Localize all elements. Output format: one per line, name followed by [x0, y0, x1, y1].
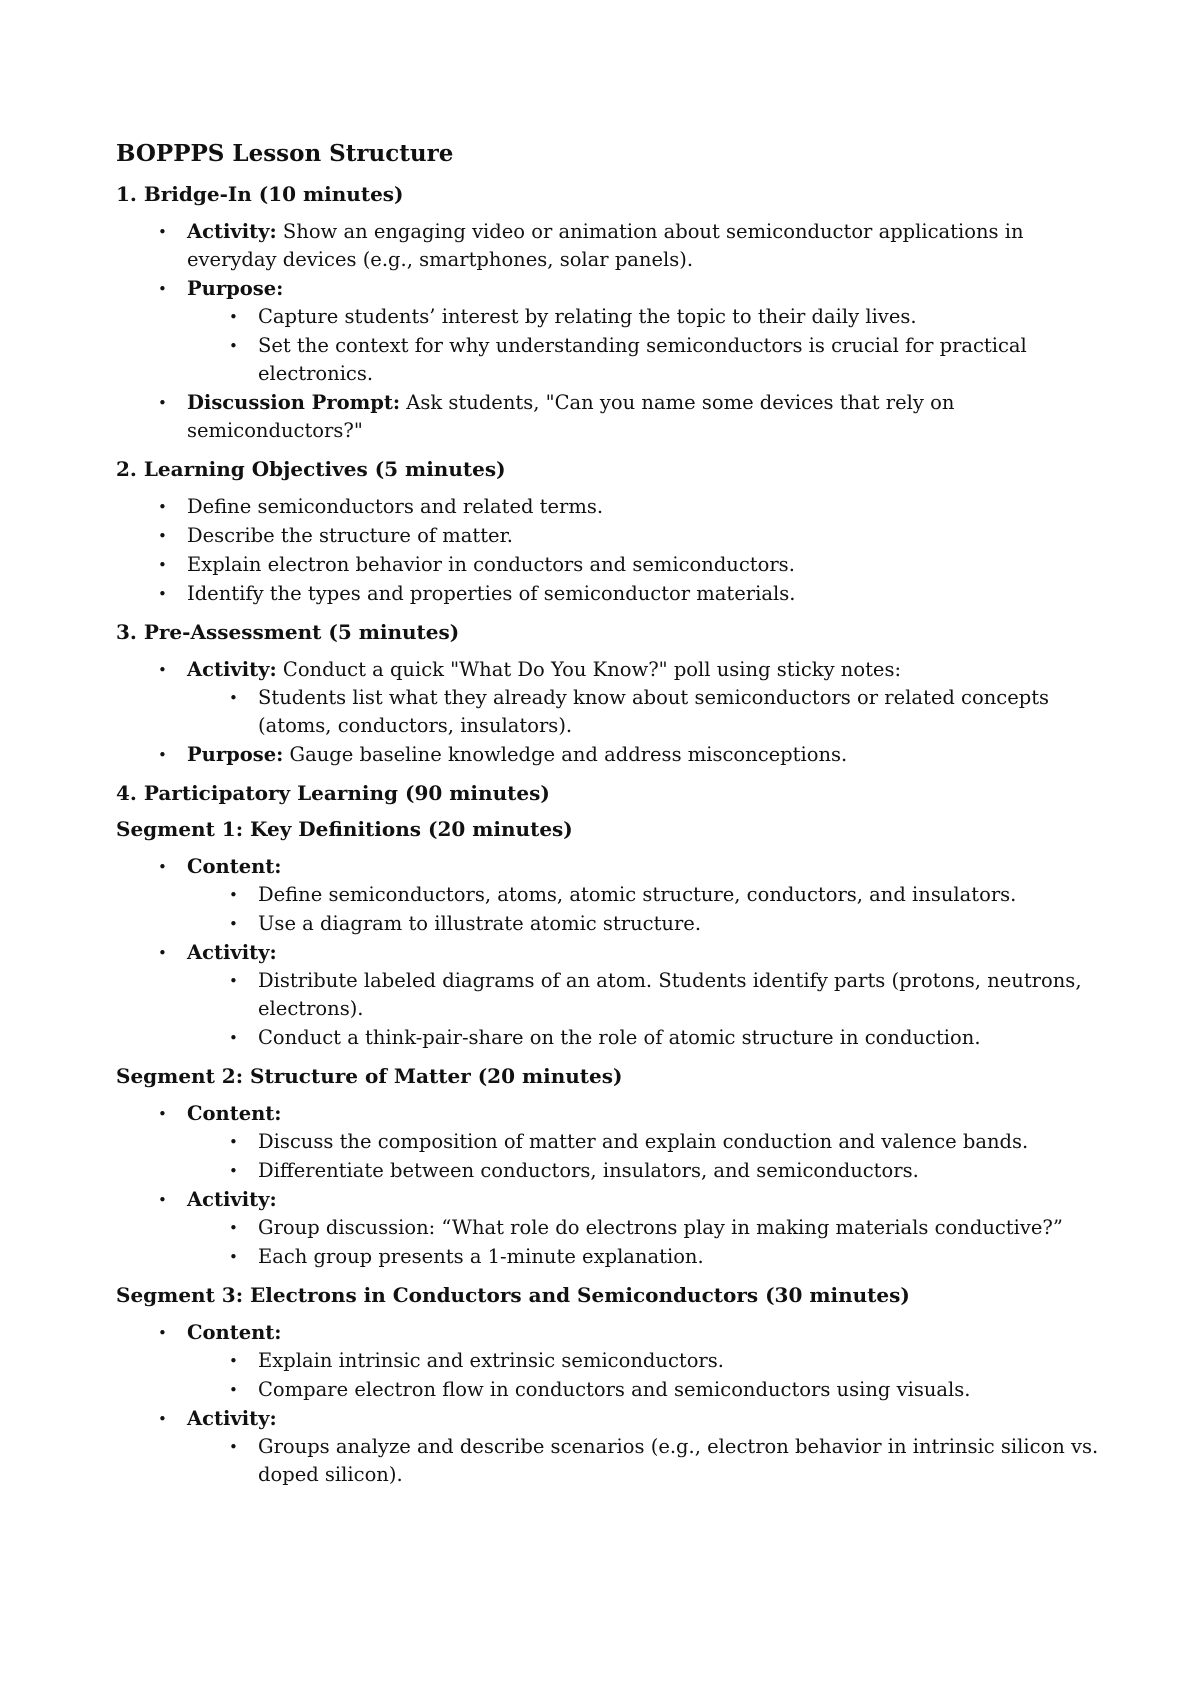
- purpose-sublist: [187, 303, 1106, 388]
- content-sublist: [187, 881, 1106, 938]
- list-item: [187, 1319, 1106, 1404]
- section-heading-bridge-in: 1. Bridge-In (10 minutes): [116, 181, 404, 206]
- segment-heading-2: Segment 2: Structure of Matter (20 minutes): [116, 1063, 623, 1088]
- list-item: • Use a diagram to illustrate atomic structure.: [258, 910, 1106, 938]
- purpose-text: Gauge baseline knowledge and address misconceptions.: [283, 742, 848, 766]
- learning-objectives-section: [116, 457, 1106, 608]
- list-item: • Define semiconductors, atoms, atomic structure, conductors, and insulators.: [258, 881, 1106, 909]
- list-item: • Identify the types and properties of semiconductor materials.: [187, 580, 1106, 608]
- activity-label: Activity:: [187, 657, 277, 681]
- content-label: Content:: [187, 1101, 282, 1125]
- list-item: • Groups analyze and describe scenarios (e.g., electron behavior in intrinsic silicon vs. doped silicon).: [258, 1433, 1106, 1489]
- activity-sublist: [187, 1433, 1106, 1489]
- pre-assessment-list: [116, 656, 1106, 769]
- segment-heading-3: Segment 3: Electrons in Conductors and Semiconductors (30 minutes): [116, 1282, 910, 1307]
- activity-label: Activity:: [187, 940, 277, 964]
- list-item: [187, 741, 1106, 769]
- list-item: • Compare electron flow in conductors and semiconductors using visuals.: [258, 1376, 1106, 1404]
- list-item: • Differentiate between conductors, insulators, and semiconductors.: [258, 1157, 1106, 1185]
- bridge-in-list: [116, 218, 1106, 445]
- activity-text: Show an engaging video or animation about semiconductor applications in everyday devices (e.g., smartphones, solar panels).: [187, 219, 1024, 271]
- list-item: • Explain intrinsic and extrinsic semiconductors.: [258, 1347, 1106, 1375]
- section-heading-learning-objectives: 2. Learning Objectives (5 minutes): [116, 456, 506, 481]
- segment-3-list: [116, 1319, 1106, 1489]
- purpose-label: Purpose:: [187, 276, 284, 300]
- list-item: • Group discussion: “What role do electrons play in making materials conductive?”: [258, 1214, 1106, 1242]
- participatory-section: [116, 781, 1106, 1489]
- segment-2-list: [116, 1100, 1106, 1271]
- content-sublist: [187, 1128, 1106, 1185]
- list-item: [187, 1100, 1106, 1185]
- list-item: [187, 939, 1106, 1052]
- activity-label: Activity:: [187, 1187, 277, 1211]
- list-item: [187, 853, 1106, 938]
- pre-assessment-section: [116, 620, 1106, 769]
- discussion-label: Discussion Prompt:: [187, 390, 401, 414]
- list-item: • Explain electron behavior in conductors and semiconductors.: [187, 551, 1106, 579]
- list-item: • Describe the structure of matter.: [187, 522, 1106, 550]
- activity-label: Activity:: [187, 219, 277, 243]
- activity-label: Activity:: [187, 1406, 277, 1430]
- section-heading-participatory: 4. Participatory Learning (90 minutes): [116, 780, 550, 805]
- list-item: • Set the context for why understanding semiconductors is crucial for practical electronics.: [258, 332, 1106, 388]
- page-title: BOPPPS Lesson Structure: [116, 140, 454, 167]
- segment-heading-1: Segment 1: Key Definitions (20 minutes): [116, 816, 573, 841]
- list-item: • Students list what they already know about semiconductors or related concepts (atoms, conductors, insulators).: [258, 684, 1106, 740]
- segment-3: [116, 1283, 1106, 1489]
- purpose-label: Purpose:: [187, 742, 284, 766]
- content-label: Content:: [187, 854, 282, 878]
- list-item: • Define semiconductors and related terms.: [187, 493, 1106, 521]
- activity-sublist: [187, 684, 1106, 740]
- list-item: • Conduct a think-pair-share on the role of atomic structure in conduction.: [258, 1024, 1106, 1052]
- segment-1-list: [116, 853, 1106, 1052]
- list-item: [187, 1405, 1106, 1489]
- segment-1: [116, 817, 1106, 1052]
- content-sublist: [187, 1347, 1106, 1404]
- segment-2: [116, 1064, 1106, 1271]
- list-item: [187, 389, 1106, 445]
- discussion-text: Ask students, "Can you name some devices that rely on semiconductors?": [187, 390, 955, 442]
- list-item: [187, 275, 1106, 388]
- document-body: [116, 140, 1106, 1501]
- list-item: • Each group presents a 1-minute explanation.: [258, 1243, 1106, 1271]
- list-item: [187, 656, 1106, 740]
- list-item: • Discuss the composition of matter and explain conduction and valence bands.: [258, 1128, 1106, 1156]
- activity-text: Conduct a quick "What Do You Know?" poll using sticky notes:: [276, 657, 902, 681]
- section-heading-pre-assessment: 3. Pre-Assessment (5 minutes): [116, 619, 460, 644]
- bridge-in-section: [116, 182, 1106, 445]
- list-item: [187, 218, 1106, 274]
- activity-sublist: [187, 1214, 1106, 1271]
- content-label: Content:: [187, 1320, 282, 1344]
- objectives-list: [116, 493, 1106, 608]
- activity-sublist: [187, 967, 1106, 1052]
- list-item: • Capture students’ interest by relating the topic to their daily lives.: [258, 303, 1106, 331]
- list-item: • Distribute labeled diagrams of an atom. Students identify parts (protons, neutrons, electrons).: [258, 967, 1106, 1023]
- list-item: [187, 1186, 1106, 1271]
